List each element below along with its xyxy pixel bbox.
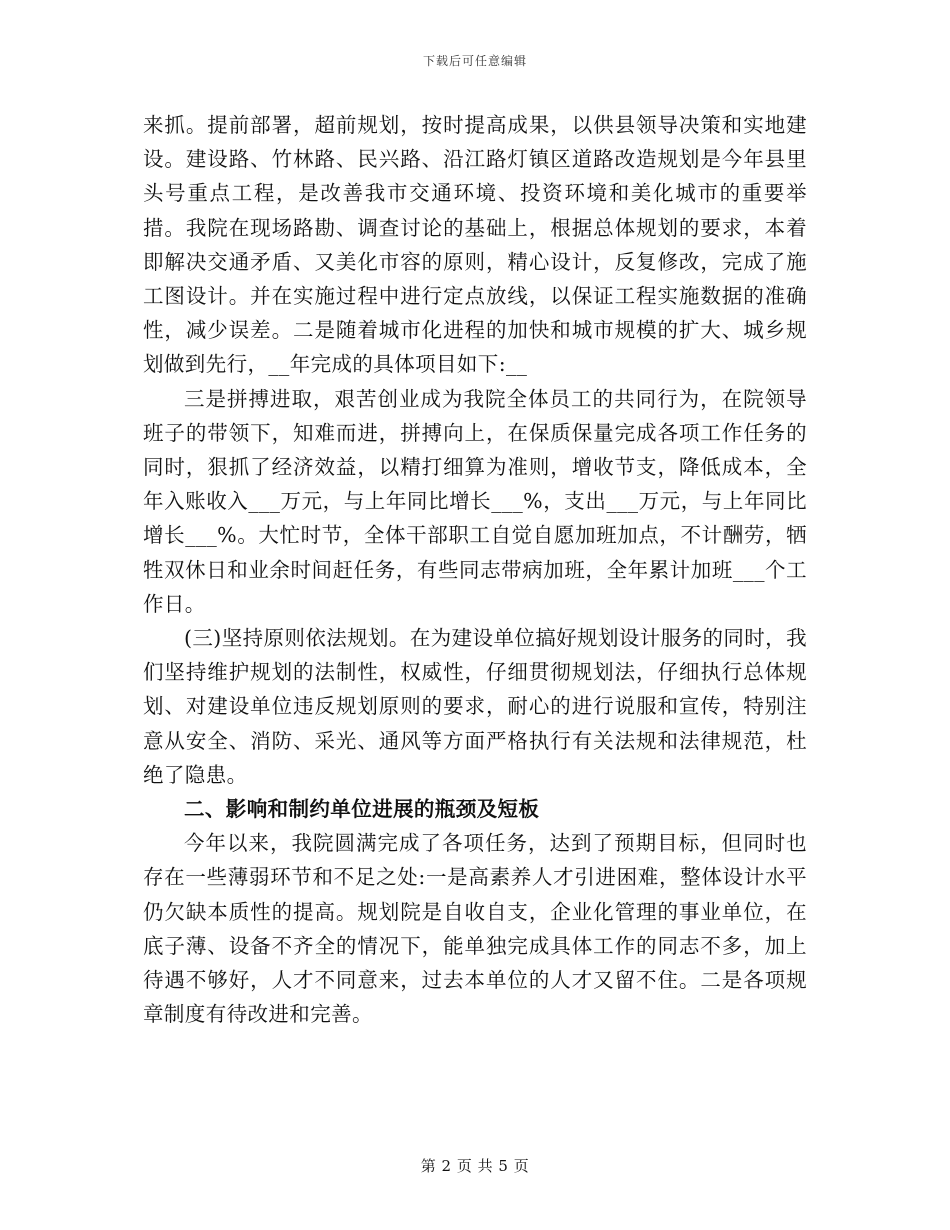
document-body xyxy=(143,108,807,1031)
page-number: 第 2 页 共 5 页 xyxy=(420,1157,530,1175)
paragraph-weaknesses: 今年以来，我院圆满完成了各项任务，达到了预期目标，但同时也存在一些薄弱环节和不足之处:一是高素养人才引进困难，整体设计水平仍欠缺本质性的提高。规划院是自收自支，企业化管理的事业单位，在底子薄、设备不齐全的情况下，能单独完成具体工作的同志不多，加上待遇不够好，人才不同意来，过去本单位的人才又留不住。二是各项规章制度有待改进和完善。 xyxy=(143,831,807,1027)
page-header: 下载后可任意编辑 xyxy=(422,54,527,68)
section-heading: 二、影响和制约单位进展的瓶颈及短板 xyxy=(184,797,540,822)
paragraph-principles: (三)坚持原则依法规划。在为建设单位搞好规划设计服务的同时，我们坚持维护规划的法制性，权威性，仔细贯彻规划法，仔细执行总体规划、对建设单位违反规划原则的要求，耐心的进行说服和宣传，特别注意从安全、消防、采光、通风等方面严格执行有关法规和法律规范，杜绝了隐患。 xyxy=(143,626,807,787)
paragraph-hard-work: 三是拼搏进取，艰苦创业成为我院全体员工的共同行为，在院领导班子的带领下，知难而进，拼搏向上，在保质保量完成各项工作任务的同时，狠抓了经济效益，以精打细算为准则，增收节支，降低成本，全年入账收入___万元，与上年同比增长___%，支出___万元，与上年同比增长___%。大忙时节，全体干部职工自觉自愿加班加点，不计酬劳，牺牲双休日和业余时间赶任务，有些同志带病加班，全年累计加班___个工作日。 xyxy=(143,386,807,616)
paragraph-continuation: 来抓。提前部署，超前规划，按时提高成果，以供县领导决策和实地建设。建设路、竹林路、民兴路、沿江路灯镇区道路改造规划是今年县里头号重点工程，是改善我市交通环境、投资环境和美化城市的重要举措。我院在现场路勘、调查讨论的基础上，根据总体规划的要求，本着即解决交通矛盾、又美化市容的原则，精心设计，反复修改，完成了施工图设计。并在实施过程中进行定点放线，以保证工程实施数据的准确性，减少误差。二是随着城市化进程的加快和城市规模的扩大、城乡规划做到先行，__年完成的具体项目如下:__ xyxy=(143,113,807,377)
